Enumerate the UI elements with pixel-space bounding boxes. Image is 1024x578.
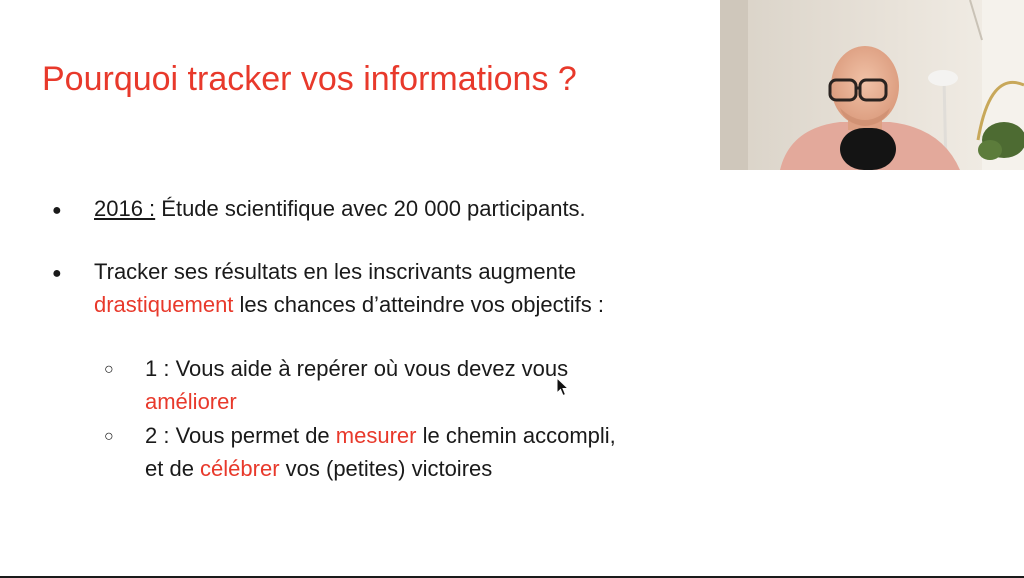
study-year: 2016 : xyxy=(94,196,156,221)
highlight-word: drastiquement xyxy=(94,292,234,317)
sub-item-2-line2 xyxy=(145,452,492,485)
sub-item-2-line1 xyxy=(145,419,616,452)
sub-item-1-line2 xyxy=(145,385,237,418)
sub-item-1-line1: 1 : Vous aide à repérer où vous devez vous xyxy=(145,356,569,381)
sub-bullet-circle: ○ xyxy=(104,361,114,378)
bullet-item-tracking-line1: Tracker ses résultats en les inscrivants augmente xyxy=(94,259,577,284)
study-description: Étude scientifique avec 20 000 participants. xyxy=(155,196,586,221)
highlight-word: améliorer xyxy=(145,389,237,414)
sub-item-2-text: et de xyxy=(145,456,201,481)
bullet-item-tracking-line2 xyxy=(94,288,604,321)
slide-title: Pourquoi tracker vos informations ? xyxy=(42,60,577,98)
tracking-text-rest: les chances d’atteindre vos objectifs : xyxy=(233,292,604,317)
presenter-webcam-video xyxy=(720,0,1024,170)
highlight-word: mesurer xyxy=(335,423,417,448)
sub-item-2-text: 2 : Vous permet de xyxy=(145,423,336,448)
bullet-item-study xyxy=(94,192,586,225)
bullet-dot: ● xyxy=(52,265,62,282)
sub-item-2-text: vos (petites) victoires xyxy=(279,456,493,481)
sub-bullet-circle: ○ xyxy=(104,428,114,445)
bullet-dot: ● xyxy=(52,202,62,219)
sub-item-2-text: le chemin accompli, xyxy=(416,423,616,448)
highlight-word: célébrer xyxy=(200,456,280,481)
mouse-cursor-icon xyxy=(556,377,570,397)
